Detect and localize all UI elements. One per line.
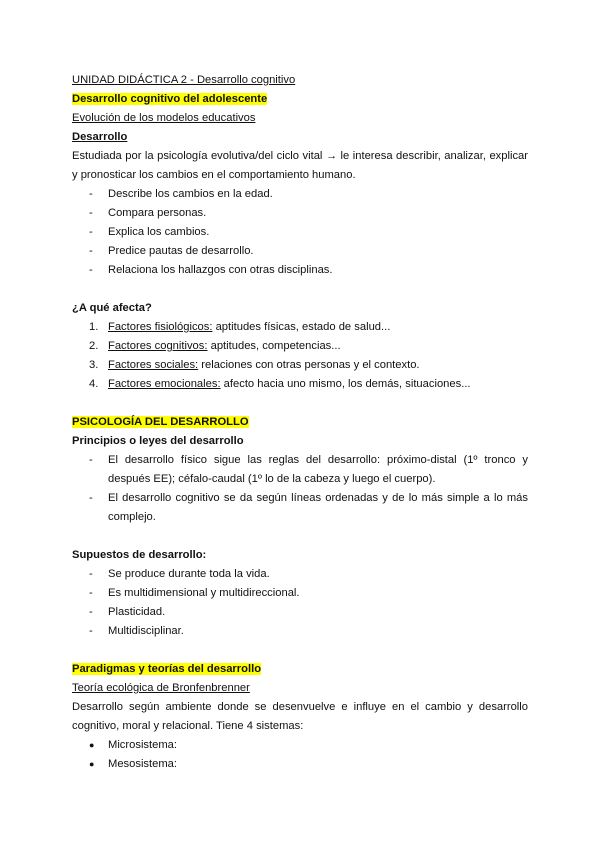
list-item-text: Compara personas. — [108, 207, 207, 219]
list-item — [72, 622, 528, 641]
section-paradigmas — [72, 660, 528, 679]
spacer — [72, 394, 528, 413]
subtitle-modelos-educativos: Evolución de los modelos educativos — [72, 112, 256, 124]
item-number: 4. — [89, 378, 99, 390]
list-item-text: Explica los cambios. — [108, 226, 210, 238]
subtitle-teoria-ecologica: Teoría ecológica de Bronfenbrenner — [72, 682, 250, 694]
list-item — [72, 242, 528, 261]
list-item-text: El desarrollo físico sigue las reglas del desarrollo: próximo-distal (1º tronco y después EE); céfalo-caudal (1º lo de la cabeza y luego el cuerpo). — [108, 454, 528, 485]
spacer — [72, 527, 528, 546]
list-item-text: Plasticidad. — [108, 606, 166, 618]
item-text: aptitudes, competencias... — [207, 340, 341, 352]
dash-marker: - — [89, 207, 93, 219]
item-text: aptitudes físicas, estado de salud... — [212, 321, 391, 333]
section-title-highlight: Paradigmas y teorías del desarrollo — [72, 663, 262, 675]
section-psicologia-desarrollo — [72, 413, 528, 432]
section-title-highlight: PSICOLOGÍA DEL DESARROLLO — [72, 416, 249, 428]
dash-marker: - — [89, 568, 93, 580]
list-item-text: El desarrollo cognitivo se da según líneas ordenadas y de lo más simple a lo más complejo. — [108, 492, 528, 523]
spacer — [72, 641, 528, 660]
dash-marker: - — [89, 245, 93, 257]
supuestos-list — [72, 565, 528, 641]
dash-marker: - — [89, 492, 93, 504]
list-item — [72, 736, 528, 755]
unit-title: UNIDAD DIDÁCTICA 2 - Desarrollo cognitivo — [72, 74, 296, 86]
dash-marker: - — [89, 226, 93, 238]
dash-marker: - — [89, 625, 93, 637]
heading-afecta: ¿A qué afecta? — [72, 302, 152, 314]
dash-marker: - — [89, 264, 93, 276]
item-label: Factores sociales: — [108, 359, 199, 371]
list-item — [72, 584, 528, 603]
afecta-list — [72, 318, 528, 394]
section-title-highlight: Desarrollo cognitivo del adolescente — [72, 93, 268, 105]
list-item — [72, 261, 528, 280]
item-text: relaciones con otras personas y el contexto. — [198, 359, 420, 371]
item-label: Factores cognitivos: — [108, 340, 208, 352]
paragraph-desarrollo: Estudiada por la psicología evolutiva/del ciclo vital → le interesa describir, analizar, explicar y pronosticar los cambios en el comportamiento humano. — [72, 150, 528, 181]
numbered-item — [72, 356, 528, 375]
section-desarrollo-cognitivo — [72, 90, 528, 109]
list-item-text: Es multidimensional y multidireccional. — [108, 587, 300, 599]
dash-marker: - — [89, 454, 93, 466]
numbered-item — [72, 375, 528, 394]
list-item-text: Describe los cambios en la edad. — [108, 188, 273, 200]
numbered-item — [72, 318, 528, 337]
spacer — [72, 280, 528, 299]
item-label: Factores fisiológicos: — [108, 321, 213, 333]
bullet-icon: ● — [89, 759, 95, 769]
list-item — [72, 451, 528, 489]
document-body — [72, 71, 528, 774]
sistemas-list — [72, 736, 528, 774]
list-item — [72, 185, 528, 204]
dash-marker: - — [89, 188, 93, 200]
item-label: Factores emocionales: — [108, 378, 221, 390]
list-item — [72, 603, 528, 622]
item-number: 2. — [89, 340, 99, 352]
principios-list — [72, 451, 528, 527]
heading-supuestos: Supuestos de desarrollo: — [72, 549, 207, 561]
numbered-item — [72, 337, 528, 356]
item-text: afecto hacia uno mismo, los demás, situaciones... — [220, 378, 471, 390]
list-item — [72, 755, 528, 774]
dash-marker: - — [89, 587, 93, 599]
list-item-text: Mesosistema: — [108, 758, 178, 770]
desarrollo-list — [72, 185, 528, 280]
list-item-text: Relaciona los hallazgos con otras disciplinas. — [108, 264, 333, 276]
list-item — [72, 489, 528, 527]
heading-principios: Principios o leyes del desarrollo — [72, 435, 244, 447]
item-number: 3. — [89, 359, 99, 371]
list-item-text: Multidisciplinar. — [108, 625, 184, 637]
list-item — [72, 565, 528, 584]
list-item — [72, 204, 528, 223]
bullet-icon: ● — [89, 740, 95, 750]
item-number: 1. — [89, 321, 99, 333]
list-item-text: Se produce durante toda la vida. — [108, 568, 270, 580]
dash-marker: - — [89, 606, 93, 618]
paragraph-teoria: Desarrollo según ambiente donde se desenvuelve e influye en el cambio y desarrollo cognitivo, moral y relacional. Tiene 4 sistemas: — [72, 701, 528, 732]
list-item-text: Predice pautas de desarrollo. — [108, 245, 254, 257]
list-item-text: Microsistema: — [108, 739, 177, 751]
heading-desarrollo: Desarrollo — [72, 131, 128, 143]
list-item — [72, 223, 528, 242]
